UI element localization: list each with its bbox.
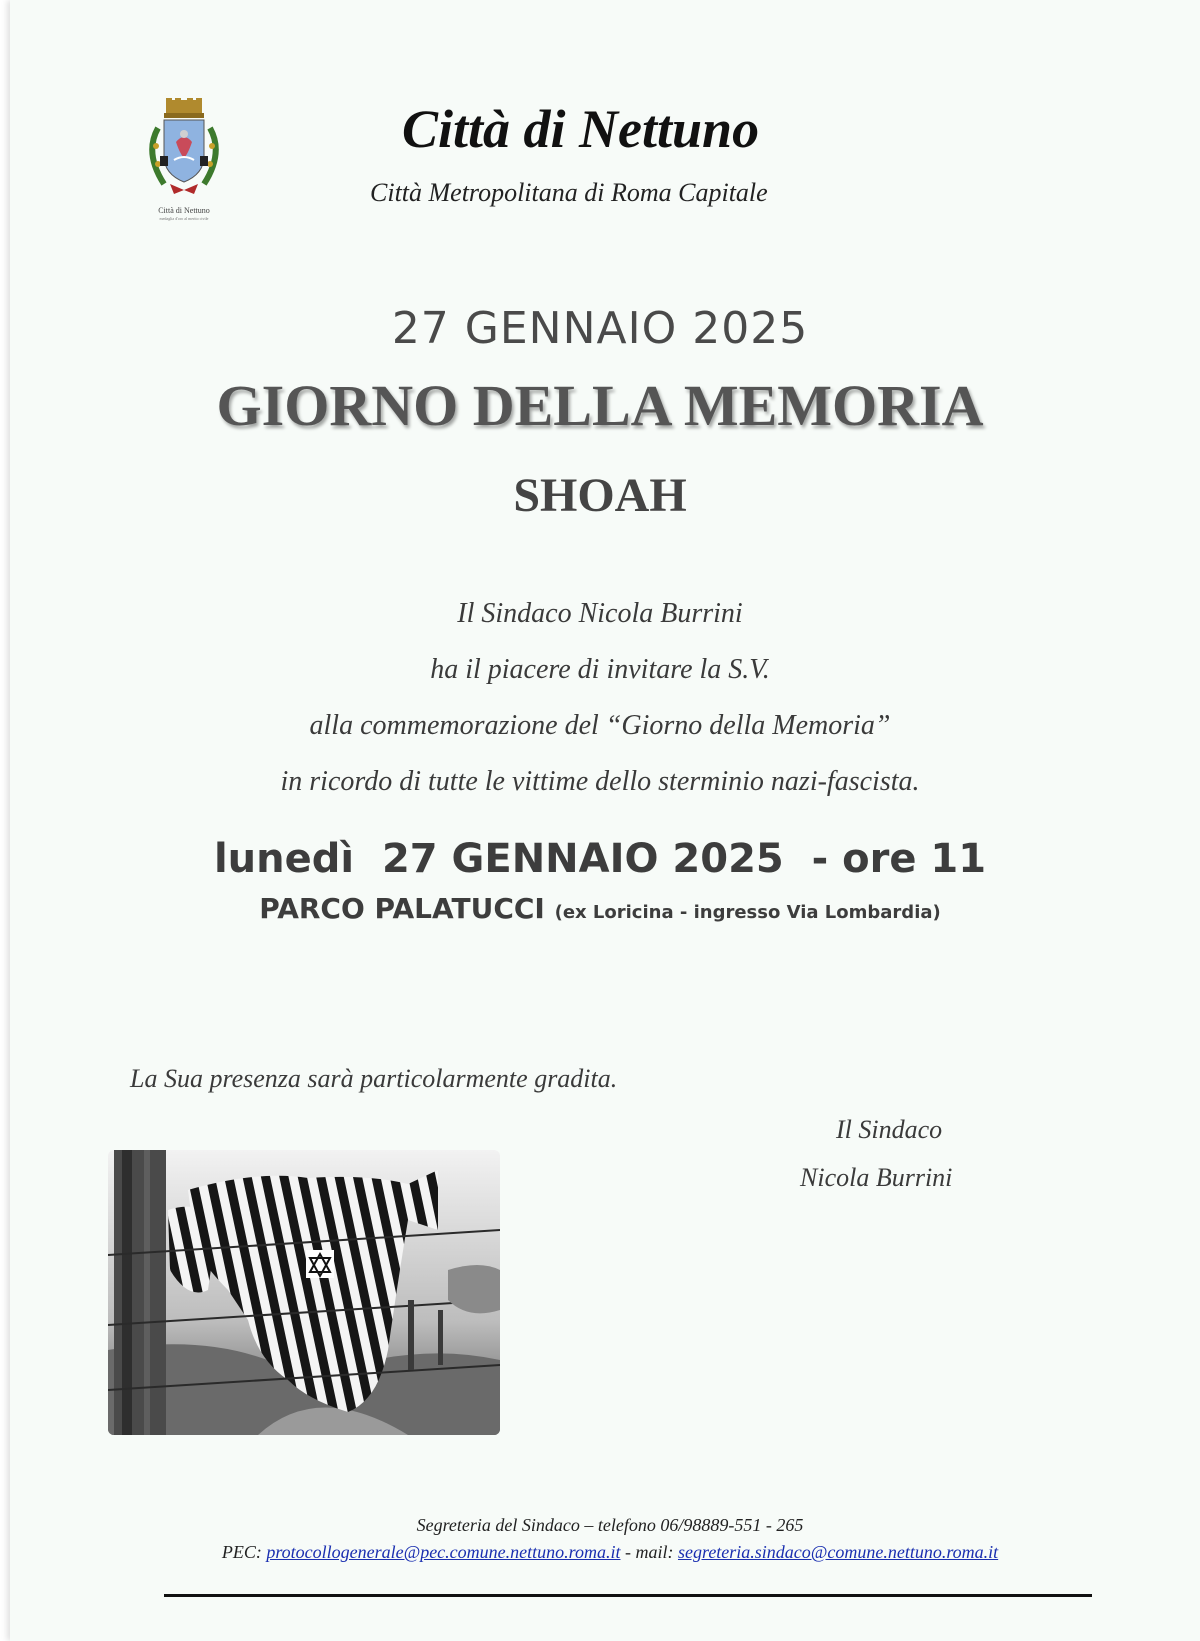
event-subtitle: SHOAH [513,469,687,522]
event-location [0,892,1200,925]
event-title: GIORNO DELLA MEMORIA [216,373,984,438]
invitation-text [0,586,1200,810]
location-note: (ex Loricina - ingresso Via Lombardia) [554,902,941,923]
invitation-line: in ricordo di tutte le vittime dello sterminio nazi-fascista. [280,766,920,797]
document-page [10,0,1200,1641]
signature-role: Il Sindaco [836,1115,943,1144]
footer-emails [0,1542,1200,1563]
presence-note: La Sua presenza sarà particolarmente gradita. [130,1064,618,1093]
city-title: Città di Nettuno [402,99,760,159]
location-name: PARCO PALATUCCI [259,892,545,925]
event-date-heading: 27 GENNAIO 2025 [391,303,809,354]
mail-email-link[interactable]: segreteria.sindaco@comune.nettuno.roma.it [677,1542,999,1562]
crest-caption: Città di Nettuno [158,206,210,215]
event-datetime: lunedì 27 GENNAIO 2025 - ore 11 [213,836,987,882]
invitation-line: ha il piacere di invitare la S.V. [430,654,770,685]
crest-subcaption: medaglia d'oro al merito civile [159,216,209,221]
footer-contact: Segreteria del Sindaco – telefono 06/98889-551 - 265 [416,1515,804,1535]
city-crest-logo [138,98,230,226]
signature-name: Nicola Burrini [800,1163,953,1192]
city-subtitle: Città Metropolitana di Roma Capitale [370,178,768,207]
invitation-line: Il Sindaco Nicola Burrini [457,598,743,629]
pec-email-link[interactable]: protocollogenerale@pec.comune.nettuno.roma.it [266,1542,621,1562]
mail-label: - mail: [624,1542,674,1562]
invitation-line: alla commemorazione del “Giorno della Memoria” [309,710,891,741]
footer-divider [164,1594,1092,1597]
pec-label: PEC: [221,1542,262,1562]
memorial-photo [108,1150,500,1435]
